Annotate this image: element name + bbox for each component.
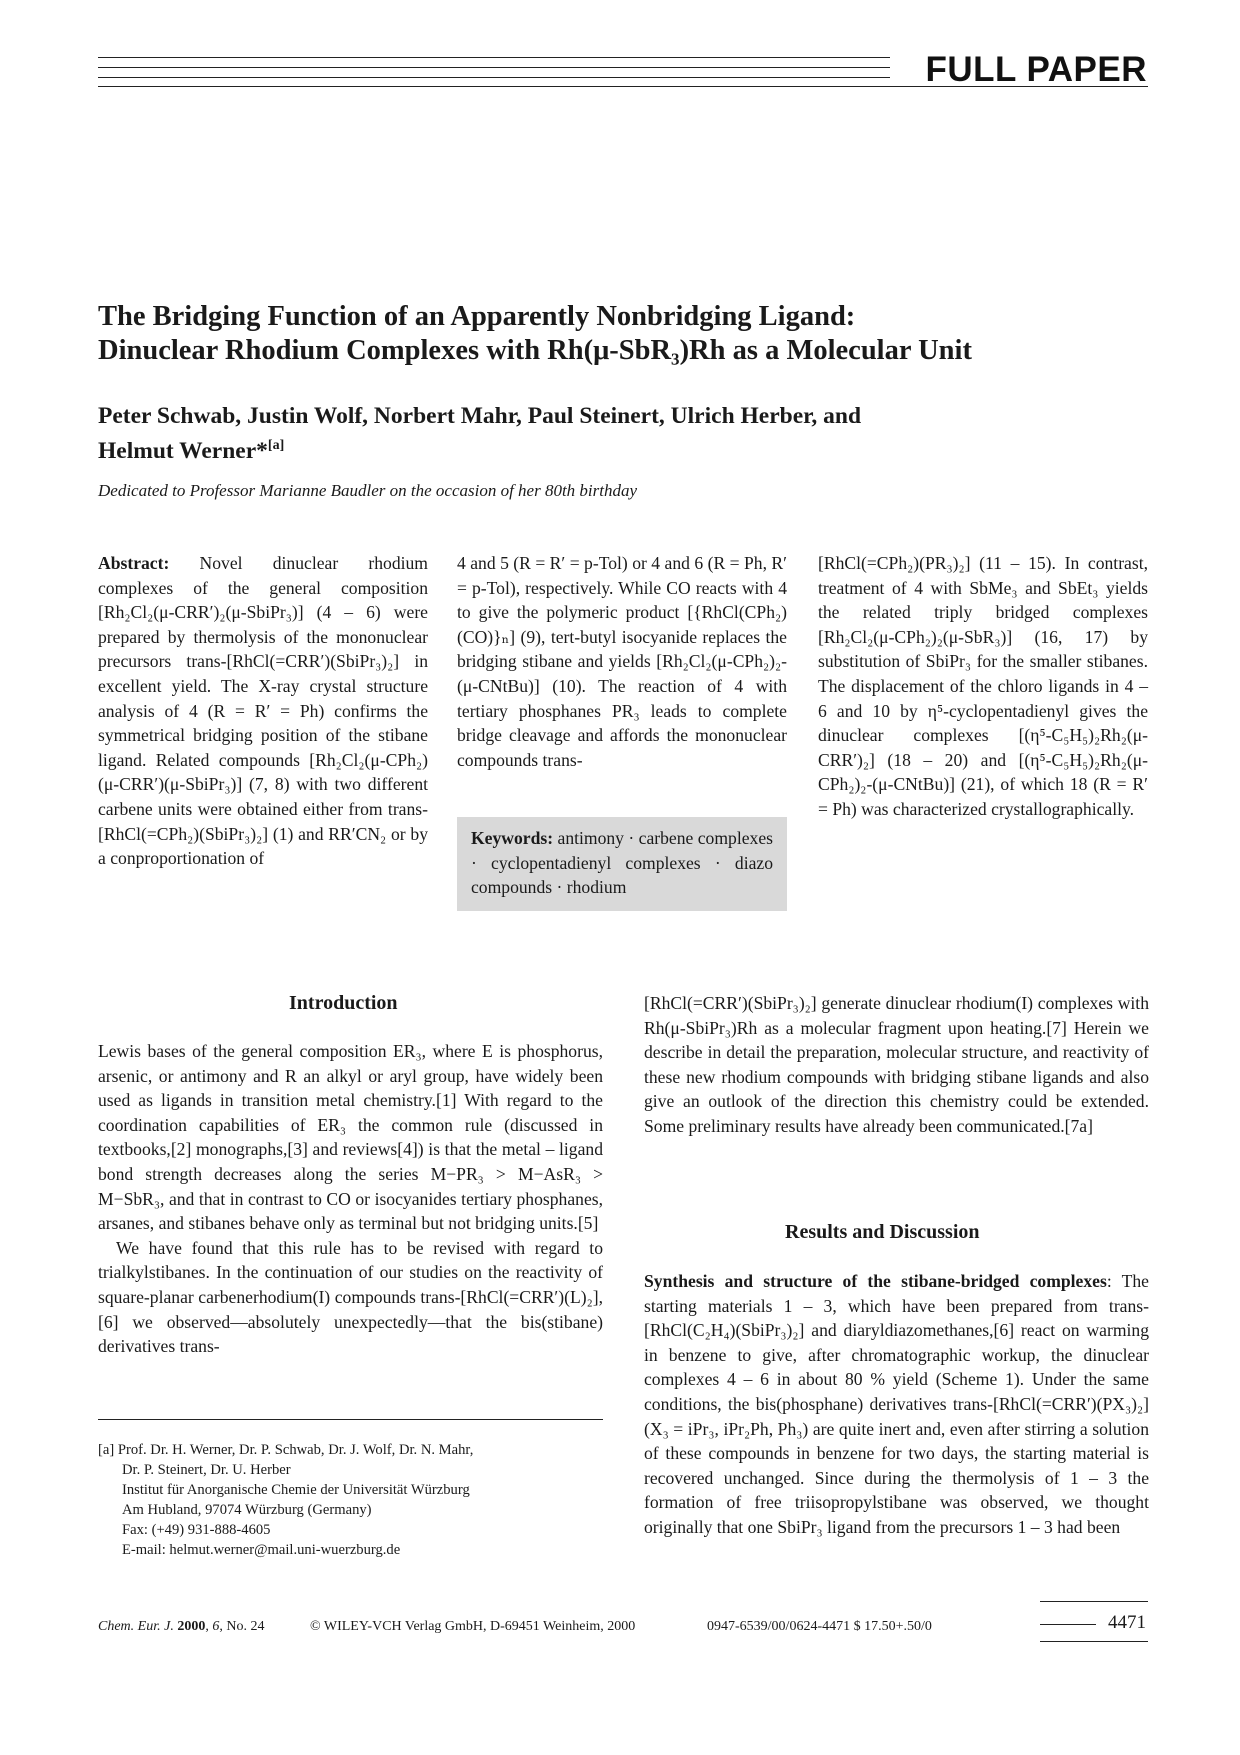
footnote-line-4: Am Hubland, 97074 Würzburg (Germany)	[122, 1502, 372, 1518]
header-rule-2	[98, 67, 890, 68]
footnote-line-5: Fax: (+49) 931-888-4605	[122, 1522, 271, 1538]
paper-title	[98, 300, 1148, 368]
footer-rule-3	[1040, 1641, 1148, 1642]
introduction-paragraph-2: We have found that this rule has to be revised with regard to trialkylstibanes. In the continuation of our studies on the reactivity of square-planar carbenerhodium(I) compounds trans-[RhCl(=CRR′)(L)₂],[6] we observed—absolutely unexpectedly—that the bis(stibane) derivatives trans-	[98, 1237, 603, 1357]
footer-journal: Chem. Eur. J.	[98, 1619, 174, 1634]
header-rule-3	[98, 77, 890, 78]
introduction-paragraph-1: Lewis bases of the general composition ER₃, where E is phosphorus, arsenic, or antimony and R an alkyl or aryl group, have widely been used as ligands in transition metal chemistry.[1] With regard to the coordination capabilities of ER₃ the common rule (discussed in textbooks,[2] monographs,[3] and reviews[4]) is that the metal – ligand bond strength decreases along the series M−PR₃ > M−AsR₃ > M−SbR₃, and that in contrast to CO or isocyanides tertiary phosphanes, arsanes, and stibanes behave only as terminal but not bridging units.[5]	[98, 1041, 603, 1234]
footnote-line-1: Prof. Dr. H. Werner, Dr. P. Schwab, Dr. J. Wolf, Dr. N. Mahr,	[117, 1442, 474, 1458]
affiliation-footnote	[98, 1440, 618, 1560]
abstract-text-2: 4 and 5 (R = R′ = p-Tol) or 4 and 6 (R = Ph, R′ = p-Tol), respectively. While CO reacts with 4 to give the polymeric product [{RhCl(CPh₂)(CO)}ₙ] (9), tert-butyl isocyanide replaces the bridging stibane and yields [Rh₂Cl₂(μ-CPh₂)₂-(μ-CNtBu)] (10). The reaction of 4 with tertiary phosphanes PR₃ leads to complete bridge cleavage and affords the mononuclear compounds trans-	[457, 553, 787, 770]
footer-issue: , No. 24	[219, 1619, 265, 1634]
results-column	[644, 1269, 1149, 1540]
footer-rule-1	[1040, 1601, 1148, 1602]
dedication: Dedicated to Professor Marianne Baudler on the occasion of her 80th birthday	[98, 481, 638, 500]
introduction-paragraph-3: [RhCl(=CRR′)(SbiPr₃)₂] generate dinuclear rhodium(I) complexes with Rh(μ-SbiPr₃)Rh as a molecular fragment upon heating.[7] Herein we describe in detail the preparation, molecular structure, and reactivity of these new rhodium compounds with bridging stibane ligands and also give an outlook of the direction this chemistry could be extended. Some preliminary results have already been communicated.[7a]	[644, 993, 1149, 1136]
footnote-line-6: E-mail: helmut.werner@mail.uni-wuerzburg.de	[122, 1542, 401, 1558]
footer-copyright: © WILEY-VCH Verlag GmbH, D-69451 Weinheim, 2000	[310, 1619, 636, 1634]
footnote-line-3: Institut für Anorganische Chemie der Universität Würzburg	[122, 1482, 470, 1498]
header-rule-1	[98, 57, 890, 58]
footer-citation: Chem. Eur. J. 2000, 6, No. 24	[98, 1619, 265, 1634]
abstract-label: Abstract:	[98, 553, 170, 573]
authors-line-1: Peter Schwab, Justin Wolf, Norbert Mahr, Paul Steinert, Ulrich Herber, and	[98, 403, 862, 429]
results-subheading: Synthesis and structure of the stibane-bridged complexes	[644, 1271, 1107, 1291]
section-label: FULL PAPER	[925, 50, 1147, 89]
abstract-text-3: [RhCl(=CPh₂)(PR₃)₂] (11 – 15). In contrast, treatment of 4 with SbMe₃ and SbEt₃ yields the related triply bridged complexes [Rh₂Cl₂(μ-CPh₂)₂(μ-SbR₃)] (16, 17) by substitution of SbiPr₃ for the smaller stibanes. The displacement of the chloro ligands in 4 – 6 and 10 by η⁵-cyclopentadienyl gives the dinuclear complexes [(η⁵-C₅H₅)₂Rh₂(μ-CRR′)₂] (18 – 20) and [(η⁵-C₅H₅)₂Rh₂(μ-CPh₂)₂-(μ-CNtBu)] (21), of which 18 (R = R′ = Ph) was characterized crystallographically.	[818, 553, 1148, 819]
introduction-heading: Introduction	[289, 992, 398, 1014]
authors-line-2: Helmut Werner*	[98, 437, 268, 464]
footnote-rule	[98, 1419, 603, 1420]
abstract-text-1: Novel dinuclear rhodium complexes of the general composition [Rh₂Cl₂(μ-CRR′)₂(μ-SbiPr₃)] (4 – 6) were prepared by thermolysis of the mononuclear precursors trans-[RhCl(=CRR′)(SbiPr₃)₂] in excellent yield. The X-ray crystal structure analysis of 4 (R = R′ = Ph) confirms the symmetrical bridging position of the stibane ligand. Related compounds [Rh₂Cl₂(μ-CPh₂)(μ-CRR′)(μ-SbiPr₃)] (7, 8) with two different carbene units were obtained either from trans-[RhCl(=CPh₂)(SbiPr₃)₂] (1) and RR′CN₂ or by a conproportionation of	[98, 553, 428, 869]
author-affiliation-mark: [a]	[267, 438, 285, 453]
footnote-line-2: Dr. P. Steinert, Dr. U. Herber	[122, 1462, 291, 1478]
page-number: 4471	[1108, 1612, 1146, 1633]
footer-code: 0947-6539/00/0624-4471 $ 17.50+.50/0	[707, 1619, 932, 1634]
footer-year: 2000	[177, 1619, 206, 1634]
footer-rule-2	[1040, 1624, 1096, 1625]
keywords-label: Keywords:	[471, 828, 554, 848]
results-heading: Results and Discussion	[785, 1221, 980, 1243]
keywords-text: antimony · carbene complexes · cyclopentadienyl complexes · diazo compounds · rhodium	[471, 828, 773, 898]
abstract-column-2	[457, 551, 787, 772]
title-line-1: The Bridging Function of an Apparently Nonbridging Ligand:	[98, 301, 856, 332]
introduction-column-right	[644, 991, 1149, 1139]
abstract-column-3	[818, 551, 1148, 822]
title-line-2: Dinuclear Rhodium Complexes with Rh(μ-SbR₃)Rh as a Molecular Unit	[98, 335, 972, 366]
introduction-column-left	[98, 1039, 603, 1359]
author-list	[98, 402, 1148, 466]
results-paragraph-1: : The starting materials 1 – 3, which have been prepared from trans-[RhCl(C₂H₄)(SbiPr₃)₂] and diaryldiazomethanes,[6] react on warming in benzene to give, after chromatographic workup, the dinuclear complexes 4 – 6 in about 80 % yield (Scheme 1). Under the same conditions, the bis(phosphane) derivatives trans-[RhCl(=CRR′)(PX₃)₂] (X₃ = iPr₃, iPr₂Ph, Ph₃) are quite inert and, even after stirring a solution of these compounds in benzene for two days, the starting material is recovered unchanged. Since during the thermolysis of 1 – 3 the formation of free triisopropylstibane was observed, we thought originally that one SbiPr₃ ligand from the precursors 1 – 3 had been	[644, 1271, 1149, 1537]
footer-volume: 6	[212, 1619, 220, 1634]
footnote-mark: [a]	[98, 1442, 115, 1458]
keywords-box	[457, 817, 787, 911]
abstract-column-1	[98, 551, 428, 871]
